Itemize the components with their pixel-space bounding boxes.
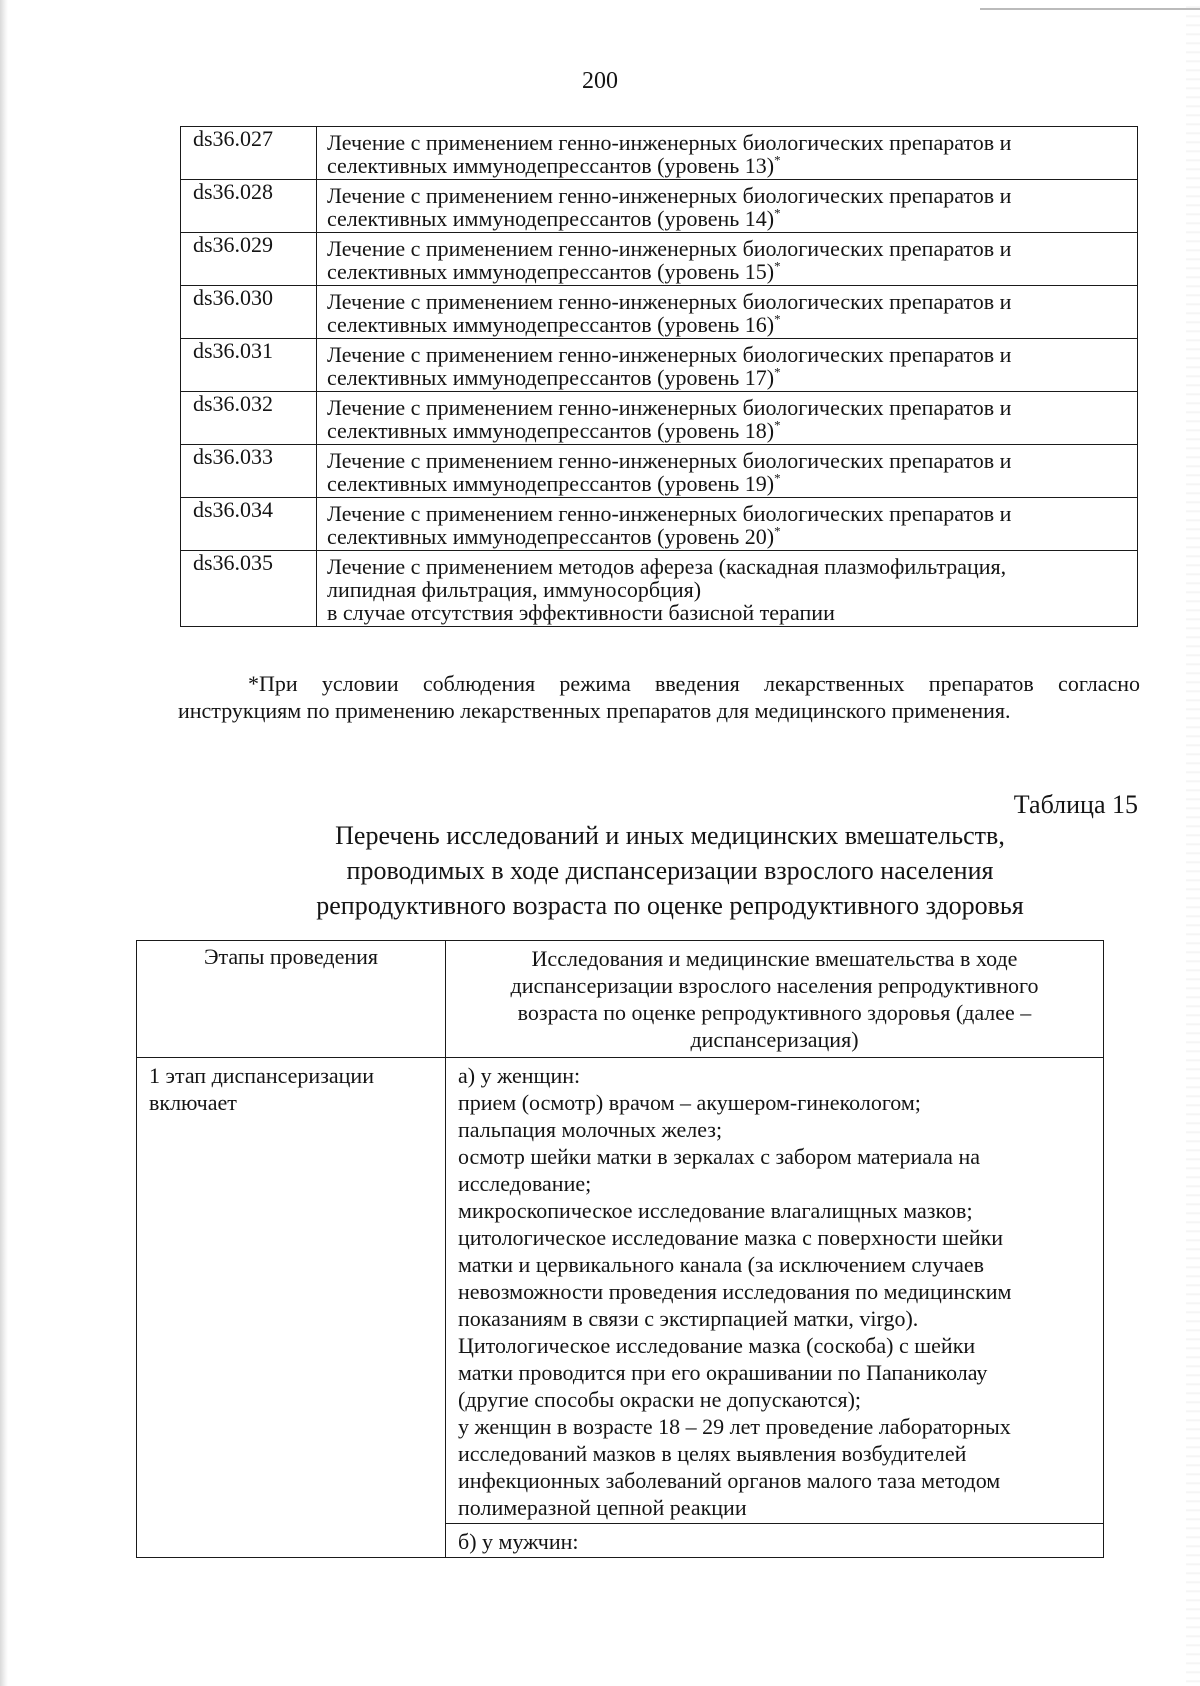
table-row-women [137, 1058, 1104, 1524]
procedure-line: микроскопическое исследование влагалищных мазков; [458, 1198, 973, 1223]
table-label: Таблица 15 [1013, 790, 1138, 819]
procedure-line: пальпация молочных желез; [458, 1117, 723, 1142]
ksg-description-line: в случае отсутствия эффективности базисной терапии [327, 600, 835, 625]
women-procedures-cell [446, 1058, 1104, 1524]
procedure-line: цитологическое исследование мазка с поверхности шейки [458, 1225, 1004, 1250]
ksg-description-line: Лечение с применением генно-инженерных биологических препаратов и [327, 395, 1012, 420]
procedure-line: осмотр шейки матки в зеркалах с забором материала на [458, 1144, 980, 1169]
ksg-code: ds36.029 [181, 233, 317, 286]
footnote-mark: * [774, 152, 781, 168]
ksg-code: ds36.035 [181, 551, 317, 627]
table-title [180, 818, 1160, 923]
procedure-line: а) у женщин: [458, 1063, 581, 1088]
ksg-description-line: селективных иммунодепрессантов (уровень 14) [327, 206, 775, 231]
procedure-line: показаниям в связи с экстирпацией матки, virgo). [458, 1306, 919, 1331]
procedure-line: прием (осмотр) врачом – акушером-гинекологом; [458, 1090, 921, 1115]
ksg-description [317, 339, 1138, 392]
scan-edge-top [980, 8, 1200, 10]
header-procedures-line: Исследования и медицинские вмешательства в ходе [531, 946, 1018, 971]
ksg-description-line: Лечение с применением методов афереза (каскадная плазмофильтрация, [327, 554, 1007, 579]
ksg-code: ds36.032 [181, 392, 317, 445]
ksg-description-line: Лечение с применением генно-инженерных биологических препаратов и [327, 289, 1012, 314]
table-row [181, 127, 1138, 180]
ksg-description-line: селективных иммунодепрессантов (уровень 19) [327, 471, 775, 496]
footnote-mark: * [774, 258, 781, 274]
table-header-row [137, 941, 1104, 1058]
footnote-mark: * [774, 470, 781, 486]
ksg-code: ds36.030 [181, 286, 317, 339]
ksg-description [317, 498, 1138, 551]
header-procedures-line: диспансеризация) [690, 1027, 859, 1052]
table-row [181, 286, 1138, 339]
procedure-line: инфекционных заболеваний органов малого таза методом [458, 1468, 1001, 1493]
stage-line: 1 этап диспансеризации [149, 1063, 374, 1088]
procedure-line: матки и цервикального канала (за исключением случаев [458, 1252, 985, 1277]
ksg-description-line: селективных иммунодепрессантов (уровень 16) [327, 312, 775, 337]
footnote-mark: * [774, 364, 781, 380]
table-row [181, 339, 1138, 392]
ksg-description [317, 180, 1138, 233]
ksg-code: ds36.034 [181, 498, 317, 551]
footnote-line-2: инструкциям по применению лекарственных препаратов для медицинского применения. [178, 698, 1011, 723]
ksg-description [317, 445, 1138, 498]
ksg-description-line: липидная фильтрация, иммуносорбция) [327, 577, 702, 602]
procedure-line: невозможности проведения исследования по медицинским [458, 1279, 1012, 1304]
procedure-line: матки проводится при его окрашивании по Папаниколау [458, 1360, 988, 1385]
footnote-mark: * [774, 523, 781, 539]
ksg-code: ds36.033 [181, 445, 317, 498]
procedure-line: Цитологическое исследование мазка (соскоба) с шейки [458, 1333, 976, 1358]
ksg-description-line: селективных иммунодепрессантов (уровень 15) [327, 259, 775, 284]
table-row [181, 392, 1138, 445]
ksg-description-line: селективных иммунодепрессантов (уровень 20) [327, 524, 775, 549]
ksg-code: ds36.031 [181, 339, 317, 392]
ksg-description-line: селективных иммунодепрессантов (уровень 17) [327, 365, 775, 390]
ksg-code: ds36.027 [181, 127, 317, 180]
ksg-description-line: селективных иммунодепрессантов (уровень 13) [327, 153, 775, 178]
ksg-description-line: Лечение с применением генно-инженерных биологических препаратов и [327, 342, 1012, 367]
procedure-line: исследований мазков в целях выявления возбудителей [458, 1441, 967, 1466]
scan-edge-right [1186, 0, 1200, 1686]
ksg-description-line: Лечение с применением генно-инженерных биологических препаратов и [327, 236, 1012, 261]
procedure-line: исследование; [458, 1171, 592, 1196]
ksg-code: ds36.028 [181, 180, 317, 233]
table-title-line-1: Перечень исследований и иных медицинских вмешательств, [335, 821, 1005, 850]
footnote-mark: * [774, 417, 781, 433]
footnote-mark: * [774, 205, 781, 221]
table-row [181, 180, 1138, 233]
ksg-description-line: Лечение с применением генно-инженерных биологических препаратов и [327, 183, 1012, 208]
ksg-description-line: Лечение с применением генно-инженерных биологических препаратов и [327, 448, 1012, 473]
header-procedures-line: возраста по оценке репродуктивного здоровья (далее – [517, 1000, 1032, 1025]
ksg-description-line: Лечение с применением генно-инженерных биологических препаратов и [327, 130, 1012, 155]
table-title-line-3: репродуктивного возраста по оценке репродуктивного здоровья [316, 891, 1024, 920]
table-row [181, 233, 1138, 286]
table-row [181, 445, 1138, 498]
table-row [181, 498, 1138, 551]
footnote-mark: * [774, 311, 781, 327]
men-procedures-cell: б) у мужчин: [446, 1524, 1104, 1558]
ksg-description [317, 551, 1138, 627]
table-row [181, 551, 1138, 627]
ksg-description [317, 286, 1138, 339]
procedure-line: у женщин в возрасте 18 – 29 лет проведение лабораторных [458, 1414, 1011, 1439]
stage-line: включает [149, 1090, 237, 1115]
ksg-description [317, 392, 1138, 445]
table-title-line-2: проводимых в ходе диспансеризации взрослого населения [346, 856, 994, 885]
stage-cell [137, 1058, 446, 1558]
ksg-codes-table [180, 126, 1138, 627]
ksg-description [317, 127, 1138, 180]
ksg-description [317, 233, 1138, 286]
ksg-description-line: селективных иммунодепрессантов (уровень 18) [327, 418, 775, 443]
footnote [178, 670, 1140, 724]
scan-edge-left [0, 0, 8, 1686]
header-procedures-line: диспансеризации взрослого населения репродуктивного [510, 973, 1039, 998]
ksg-description-line: Лечение с применением генно-инженерных биологических препаратов и [327, 501, 1012, 526]
procedure-line: (другие способы окраски не допускаются); [458, 1387, 862, 1412]
header-stages: Этапы проведения [137, 941, 446, 1058]
procedure-line: полимеразной цепной реакции [458, 1495, 747, 1520]
header-procedures [446, 941, 1104, 1058]
dispensarization-table [136, 940, 1104, 1558]
page-number: 200 [582, 68, 618, 94]
footnote-line-1: *При условии соблюдения режима введения лекарственных препаратов согласно [248, 671, 1140, 696]
